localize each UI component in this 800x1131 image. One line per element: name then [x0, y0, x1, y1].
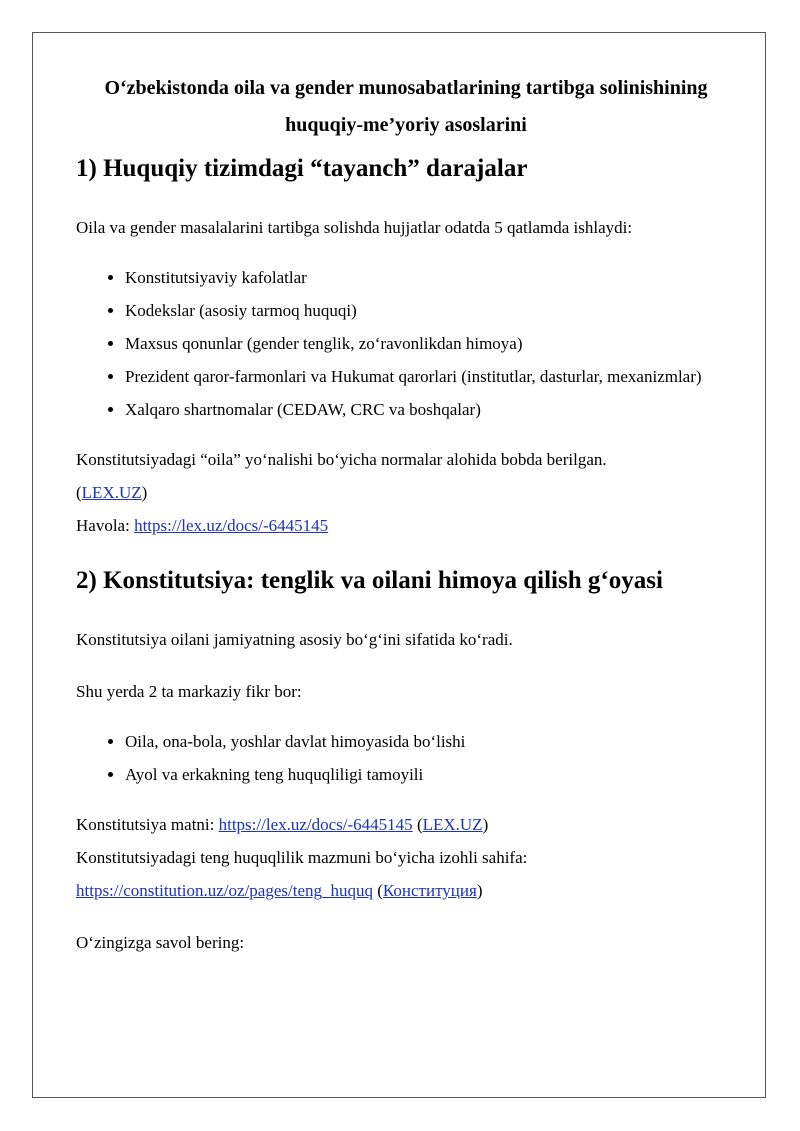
closing-question: O‘zingizga savol bering:: [76, 933, 245, 952]
section-2-para-1: Konstitutsiya oilani jamiyatning asosiy bo‘g‘ini sifatida ko‘radi.: [76, 630, 513, 649]
constitution-text-link[interactable]: https://lex.uz/docs/-6445145: [218, 815, 413, 834]
section-2-para-2: Shu yerda 2 ta markaziy fikr bor:: [76, 682, 302, 701]
havola-link[interactable]: https://lex.uz/docs/-6445145: [134, 516, 329, 535]
list-item: • Konstitutsiyaviy kafolatlar: [125, 261, 748, 294]
note-text: Konstitutsiyadagi “oila” yo‘nalishi bo‘yicha normalar alohida bobda berilgan.: [76, 450, 607, 469]
havola-label: Havola:: [76, 516, 130, 535]
section-1-note: Konstitutsiyadagi “oila” yo‘nalishi bo‘yicha normalar alohida bobda berilgan. (LEX.UZ) Havola: https://lex.uz/docs/-6445145: [76, 450, 607, 535]
text-label: Konstitutsiya matni:: [76, 815, 215, 834]
list-item: • Oila, ona-bola, yoshlar davlat himoyasida bo‘lishi: [125, 725, 748, 758]
list-item: • Kodekslar (asosiy tarmoq huquqi): [125, 294, 748, 327]
lex-uz-link[interactable]: LEX.UZ: [422, 815, 483, 834]
list-item: • Xalqaro shartnomalar (CEDAW, CRC va boshqalar): [125, 393, 748, 426]
section-1-heading: 1) Huquqiy tizimdagi “tayanch” darajalar: [76, 155, 528, 182]
document-body: [76, 70, 748, 959]
list-item: • Prezident qaror-farmonlari va Hukumat qarorlari (institutlar, dasturlar, mexanizmlar): [125, 360, 748, 393]
section-2-list: [76, 725, 748, 791]
document-title-line-1: O‘zbekistonda oila va gender munosabatlarining tartibga solinishining: [104, 77, 708, 99]
document-title-line-2: huquqiy-me’yoriy asoslarini: [285, 114, 527, 136]
section-1-list: [76, 261, 748, 426]
list-item: • Maxsus qonunlar (gender tenglik, zo‘ravonlikdan himoya): [125, 327, 748, 360]
section-2-heading: 2) Konstitutsiya: tenglik va oilani himoya qilish g‘oyasi: [76, 567, 663, 594]
section-1-intro: Oila va gender masalalarini tartibga solishda hujjatlar odatda 5 qatlamda ishlaydi:: [76, 218, 633, 237]
list-item: • Ayol va erkakning teng huquqliligi tamoyili: [125, 758, 748, 791]
constitution-explain-link[interactable]: https://constitution.uz/oz/pages/teng_huquq: [76, 881, 373, 900]
section-2-references: Konstitutsiya matni: https://lex.uz/docs/-6445145 (LEX.UZ) Konstitutsiyadagi teng huquqlilik mazmuni bo‘yicha izohli sahifa: https://constitution.uz/oz/pages/teng_huquq (Конституция): [76, 815, 528, 900]
constitution-source-link[interactable]: Конституция: [382, 881, 477, 900]
lex-uz-link[interactable]: LEX.UZ: [81, 483, 142, 502]
explain-label: Konstitutsiyadagi teng huquqlilik mazmuni bo‘yicha izohli sahifa:: [76, 848, 528, 867]
document-title: [76, 70, 736, 144]
